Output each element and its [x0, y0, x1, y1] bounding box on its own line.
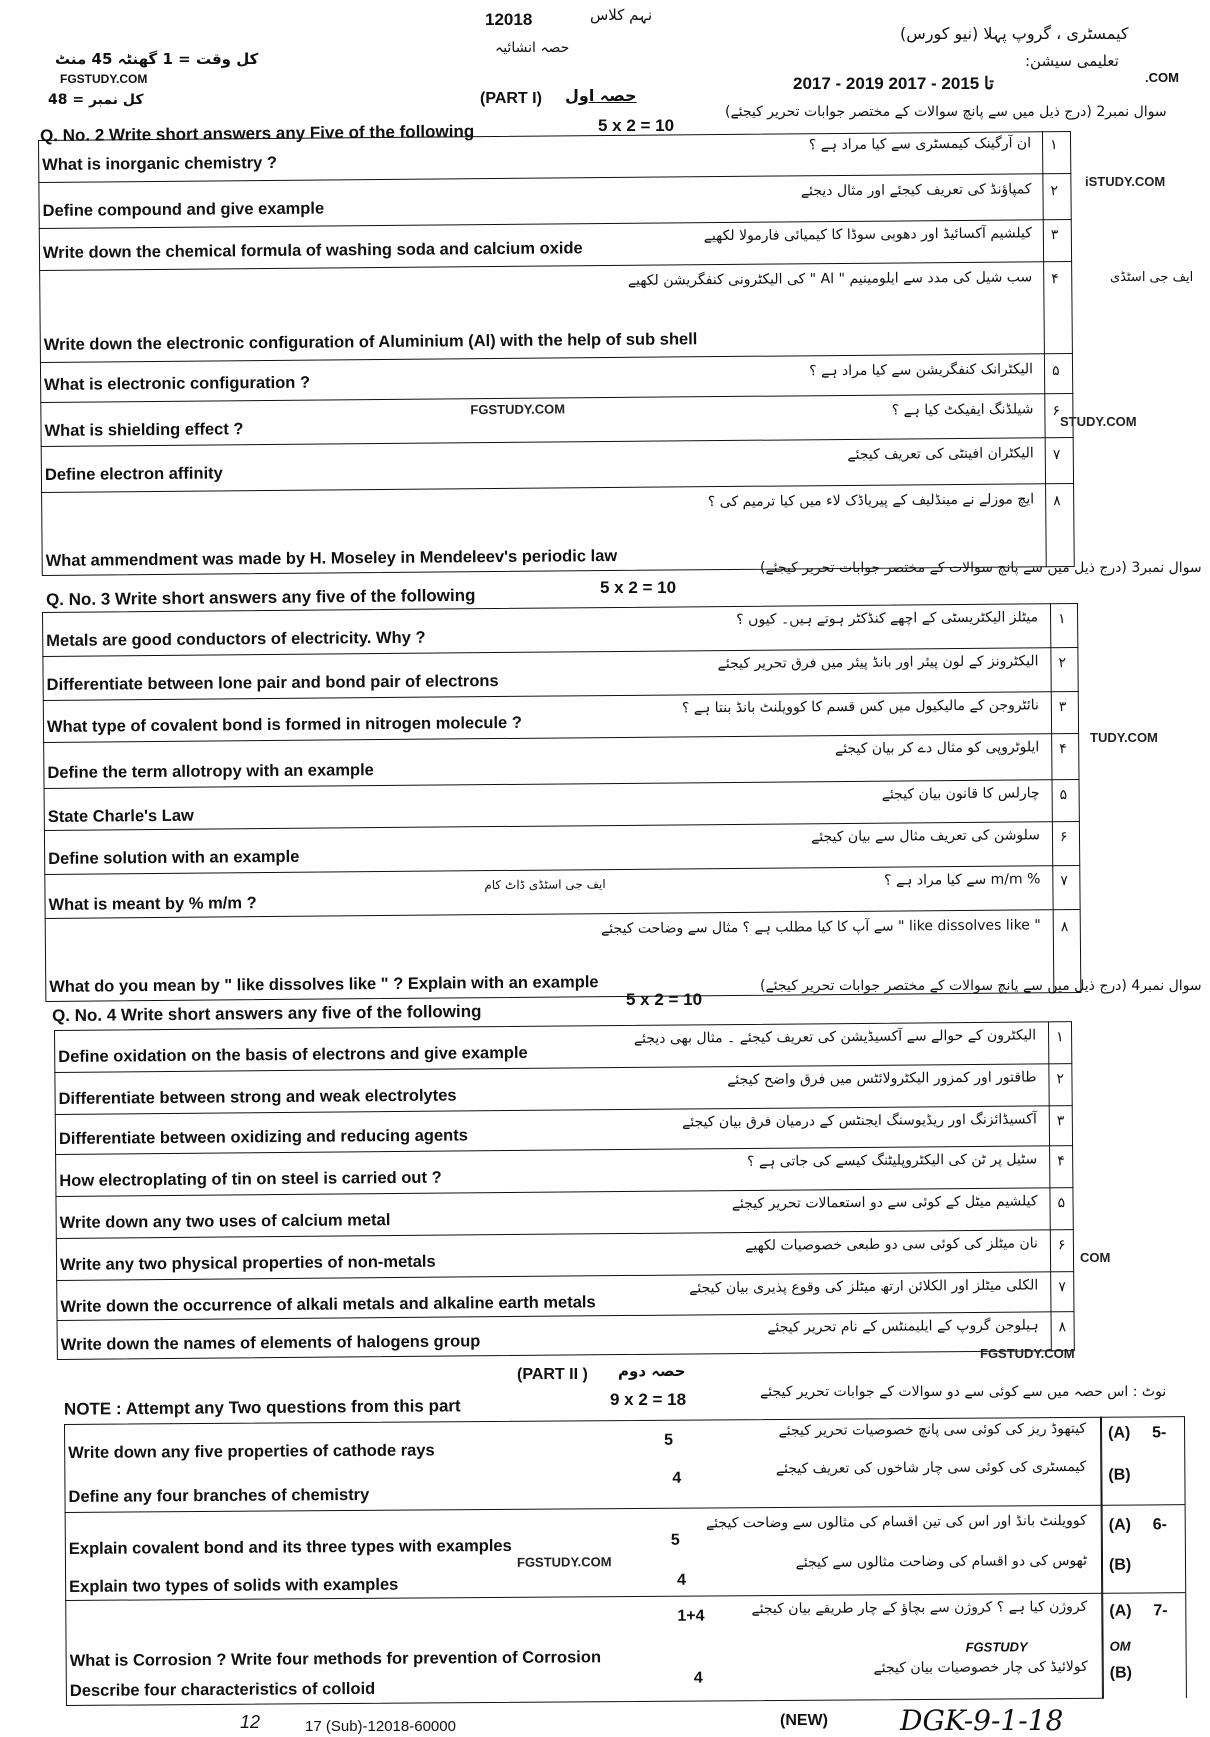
part-en: Write down any five properties of cathode rays: [68, 1441, 435, 1462]
part-marks: 5: [664, 1431, 674, 1449]
q3-title: Q. No. 3 Write short answers any five of the following: [45, 585, 476, 610]
q4-item-num: ۶: [1057, 1237, 1066, 1254]
watermark-right: FGSTUDY.COM: [980, 1346, 1075, 1361]
watermark: FGSTUDY: [965, 1639, 1028, 1655]
q2-urdu-title: سوال نمبر2 (درج ذیل میں سے پانچ سوالات کے مختصر جوابات تحریر کیجئے): [725, 104, 1167, 120]
q3-item-num: ۶: [1059, 829, 1068, 846]
q2-table: [38, 131, 1075, 576]
watermark-com: .COM: [1145, 70, 1179, 85]
q2-item-ur: کمپاؤنڈ کی تعریف کیجئے اور مثال دیجئے: [800, 181, 1032, 200]
part1-label: (PART I): [480, 90, 542, 107]
q2-item-num: ۶: [1052, 403, 1061, 420]
q2-item-ur: ایچ موزلے نے مینڈلیف کے پیریاڈک لاء میں کیا ترمیم کی ؟: [707, 491, 1035, 511]
question-number: 7-: [1153, 1602, 1168, 1620]
part-ur: کیتھوڈ ریز کی کوئی سی پانچ خصوصیات تحریر کیجئے: [778, 1420, 1087, 1440]
part-label: (A): [1108, 1516, 1132, 1534]
q4-item-ur: کیلشیم میٹل کے کوئی سے دو استعمالات تحریر کیجئے: [731, 1193, 1038, 1213]
part-label: (B): [1108, 1466, 1131, 1484]
q4-item-num: ۸: [1058, 1319, 1067, 1336]
q2-item-num: ۴: [1051, 271, 1059, 288]
q2-item-num: ۷: [1052, 447, 1061, 464]
q4-item-en: Write down the names of elements of halogens group: [60, 1332, 481, 1354]
q4-item-ur: ہیلوجن گروپ کے ایلیمنٹس کے نام تحریر کیجئے: [767, 1317, 1039, 1336]
q2-marks: 5 x 2 = 10: [598, 116, 675, 135]
paper-code: 12018: [485, 10, 533, 29]
question-number: 6-: [1152, 1516, 1168, 1534]
part2-table: [64, 1416, 1186, 1706]
q3-item-num: ۱: [1058, 611, 1066, 628]
q4-item-ur: الیکٹرون کے حوالے سے آکسیڈیشن کی تعریف کیجئے ۔ مثال بھی دیجئے: [633, 1027, 1037, 1047]
handwritten-mark: DGK-9-1-18: [900, 1704, 1064, 1737]
q4-item-ur: سٹیل پر ٹن کی الیکٹروپلیٹنگ کیسے کی جاتی ہے ؟: [746, 1151, 1038, 1170]
q2-item-en: Write down the chemical formula of washing soda and calcium oxide: [42, 239, 583, 262]
part-ur: کوویلنٹ بانڈ اور اس کی تین اقسام کی مثالوں سے وضاحت کیجئے: [705, 1512, 1087, 1532]
q2-item-ur: سب شیل کی مدد سے ایلومینیم " Al " کی الیکٹرونی کنفگریشن لکھیے: [627, 269, 1033, 289]
q3-item-ur: " like dissolves like " سے آپ کا کیا مطلب ہے ؟ مثال سے وضاحت کیجئے: [601, 917, 1041, 938]
q4-item-ur: نان میٹلز کی کوئی سی دو طبعی خصوصیات لکھیے: [745, 1235, 1038, 1254]
watermark-urdu: ایف جی اسٹڈی ڈاٹ کام: [484, 877, 606, 893]
part-ur: کولائیڈ کی چار خصوصیات بیان کیجئے: [873, 1658, 1088, 1677]
part-label: (A): [1108, 1424, 1131, 1442]
q4-item-en: Write down any two uses of calcium metal: [59, 1211, 391, 1232]
q3-item-en: Metals are good conductors of electricity. Why ?: [46, 628, 426, 650]
section-type: حصہ انشائیہ: [495, 40, 570, 56]
part-en: Describe four characteristics of colloid: [69, 1679, 376, 1700]
q4-item-en: Differentiate between strong and weak electrolytes: [58, 1086, 457, 1108]
session-label: تعلیمی سیشن:: [1025, 52, 1119, 70]
part2-urdu: حصہ دوم: [618, 1362, 686, 1380]
q4-item-num: ۳: [1056, 1113, 1065, 1130]
q3-item-en: State Charle's Law: [47, 806, 194, 826]
q4-item-en: Define oxidation on the basis of electrons and give example: [58, 1043, 528, 1066]
q4-item-ur: الکلی میٹلز اور الکلائن ارتھ میٹلز کی وقوع پذیری بیان کیجئے: [689, 1277, 1039, 1297]
q2-item-num: ۳: [1050, 227, 1059, 244]
watermark-right: TUDY.COM: [1090, 730, 1158, 745]
q2-item-en: Write down the electronic configuration of Aluminium (Al) with the help of sub shell: [43, 330, 698, 354]
part-marks: 4: [672, 1469, 682, 1487]
watermark-right: STUDY.COM: [1060, 414, 1137, 429]
watermark-right: COM: [1080, 1250, 1111, 1265]
q2-item-ur: الیکٹرانک کنفگریشن سے کیا مراد ہے ؟: [809, 361, 1034, 380]
q2-item-en: What is electronic configuration ?: [44, 373, 311, 394]
new-label: (NEW): [780, 1712, 828, 1729]
part2-label: (PART II ): [517, 1366, 588, 1383]
q3-item-en: What type of covalent bond is formed in nitrogen molecule ?: [46, 713, 522, 736]
q2-item-en: What ammendment was made by H. Moseley in Mendeleev's periodic law: [45, 546, 618, 570]
watermark-right: iSTUDY.COM: [1085, 174, 1166, 189]
footer-code: 17 (Sub)-12018-60000: [305, 1718, 456, 1735]
question-number: 5-: [1152, 1424, 1167, 1442]
part1-urdu: حصہ اول: [565, 86, 637, 105]
part-en: Define any four branches of chemistry: [68, 1485, 370, 1506]
part2-note: NOTE : Attempt any Two questions from this part: [63, 1396, 461, 1419]
q3-item-en: What do you mean by " like dissolves like " ? Explain with an example: [49, 973, 599, 996]
q2-item-en: Define compound and give example: [42, 199, 325, 220]
part-marks: 4: [677, 1571, 687, 1589]
q4-item-ur: طاقتور اور کمزور الیکٹرولائٹس میں فرق واضح کیجئے: [727, 1069, 1037, 1089]
q3-item-ur: نائٹروجن کے مالیکیول میں کس قسم کا کوویلنٹ بانڈ بنتا ہے ؟: [681, 697, 1039, 717]
part-marks: 4: [693, 1669, 703, 1687]
q4-item-num: ۲: [1056, 1071, 1065, 1088]
watermark: OM: [1109, 1638, 1131, 1654]
q2-item-num: ۸: [1053, 493, 1061, 510]
q4-item-num: ۱: [1056, 1029, 1064, 1046]
q3-item-num: ۵: [1059, 787, 1068, 804]
part-label: (B): [1108, 1556, 1132, 1574]
part-ur: کیمسٹری کی کوئی سی چار شاخوں کی تعریف کیجئے: [775, 1458, 1087, 1478]
part-marks: 1+4: [677, 1607, 705, 1625]
q3-item-ur: % m/m سے کیا مراد ہے ؟: [884, 871, 1041, 889]
q2-item-en: What is inorganic chemistry ?: [42, 153, 278, 174]
q4-item-en: Write down the occurrence of alkali metals and alkaline earth metals: [60, 1293, 596, 1316]
q3-item-num: ۸: [1060, 919, 1069, 936]
part-en: Explain two types of solids with examples: [69, 1575, 399, 1596]
q4-table: [54, 1021, 1075, 1360]
q3-item-en: What is meant by % m/m ?: [48, 894, 257, 914]
q3-item-ur: سلوشن کی تعریف مثال سے بیان کیجئے: [811, 827, 1041, 846]
q4-item-en: How electroplating of tin on steel is carried out ?: [59, 1168, 442, 1190]
q4-item-ur: آکسیڈائزنگ اور ریڈیوسنگ ایجنٹس کے درمیان فرق بیان کیجئے: [682, 1111, 1037, 1131]
q3-marks: 5 x 2 = 10: [600, 578, 677, 597]
q3-item-num: ۳: [1058, 699, 1067, 716]
q3-urdu-title: سوال نمبر3 (درج ذیل میں سے پانچ سوالات کے مختصر جوابات تحریر کیجئے): [760, 560, 1202, 576]
q4-urdu-title: سوال نمبر4 (درج ذیل میں سے پانچ سوالات کے مختصر جوابات تحریر کیجئے): [760, 978, 1202, 994]
watermark-urdu: ایف جی اسٹڈی: [1110, 270, 1194, 285]
q4-title: Q. No. 4 Write short answers any five of the following: [51, 1001, 482, 1026]
part-label: (A): [1109, 1602, 1132, 1620]
q4-item-num: ۴: [1057, 1153, 1065, 1170]
q3-item-ur: میٹلز الیکٹریسٹی کے اچھے کنڈکٹر ہوتے ہیں۔ کیوں ؟: [736, 609, 1039, 628]
q3-item-ur: الیکٹرونز کے لون پیئر اور بانڈ پیئر میں فرق تحریر کیجئے: [717, 653, 1039, 673]
part-en: What is Corrosion ? Write four methods for prevention of Corrosion: [69, 1648, 602, 1670]
q3-item-num: ۲: [1058, 655, 1067, 672]
q2-item-ur: شیلڈنگ ایفیکٹ کیا ہے ؟: [891, 401, 1034, 419]
page-mark: 12: [240, 1712, 261, 1732]
watermark: FGSTUDY.COM: [470, 401, 566, 418]
q2-item-ur: الیکٹران افینٹی کی تعریف کیجئے: [847, 445, 1034, 463]
class-label: نہم کلاس: [590, 6, 653, 24]
q2-item-en: Define electron affinity: [44, 464, 223, 484]
q2-title: Q. No. 2 Write short answers any Five of the following: [39, 121, 475, 146]
q2-item-num: ۱: [1050, 137, 1058, 154]
q3-item-num: ۷: [1060, 873, 1068, 890]
part-label: (B): [1109, 1664, 1133, 1682]
watermark-left: FGSTUDY.COM: [60, 72, 148, 86]
part2-marks: 9 x 2 = 18: [610, 1390, 687, 1409]
q4-item-en: Differentiate between oxidizing and reducing agents: [58, 1126, 468, 1148]
session-years: 2017 - 2019 تا 2015 - 2017: [793, 74, 994, 93]
q3-item-en: Differentiate between lone pair and bond pair of electrons: [46, 672, 499, 694]
q2-item-en: What is shielding effect ?: [44, 420, 244, 440]
total-marks: کل نمبر = 48: [48, 92, 144, 108]
total-time: کل وقت = 1 گھنٹہ 45 منٹ: [55, 50, 259, 68]
part-marks: 5: [670, 1531, 680, 1549]
part-ur: ٹھوس کی دو اقسام کی وضاحت مثالوں سے کیجئے: [795, 1552, 1088, 1571]
part2-note-urdu: نوٹ : اس حصہ میں سے کوئی سے دو سوالات کے جوابات تحریر کیجئے: [760, 1384, 1167, 1400]
q3-table: [42, 603, 1081, 1002]
q3-item-ur: چارلس کا قانون بیان کیجئے: [881, 785, 1040, 803]
q2-item-ur: کیلشیم آکسائیڈ اور دھوبی سوڈا کا کیمیائی فارمولا لکھیے: [703, 225, 1032, 245]
q2-item-num: ۲: [1050, 183, 1059, 200]
q4-item-num: ۷: [1058, 1279, 1066, 1296]
part-ur: کروژن کیا ہے ؟ کروژن سے بچاؤ کے چار طریقے بیان کیجئے: [751, 1598, 1088, 1618]
q2-item-ur: ان آرگینک کیمسٹری سے کیا مراد ہے ؟: [808, 135, 1032, 154]
watermark: FGSTUDY.COM: [516, 1554, 612, 1570]
q4-item-num: ۵: [1057, 1195, 1066, 1212]
q3-item-num: ۴: [1059, 741, 1067, 758]
part-en: Explain covalent bond and its three types with examples: [68, 1536, 512, 1558]
q3-item-en: Define the term allotropy with an example: [47, 761, 374, 782]
q4-item-en: Write any two physical properties of non-metals: [59, 1252, 436, 1274]
q4-marks: 5 x 2 = 10: [626, 990, 703, 1009]
subject-title: کیمسٹری ، گروپ پہلا (نیو کورس): [900, 24, 1129, 43]
q3-item-ur: ایلوٹروپی کو مثال دے کر بیان کیجئے: [834, 739, 1040, 758]
q2-item-num: ۵: [1051, 363, 1060, 380]
q3-item-en: Define solution with an example: [48, 847, 300, 868]
